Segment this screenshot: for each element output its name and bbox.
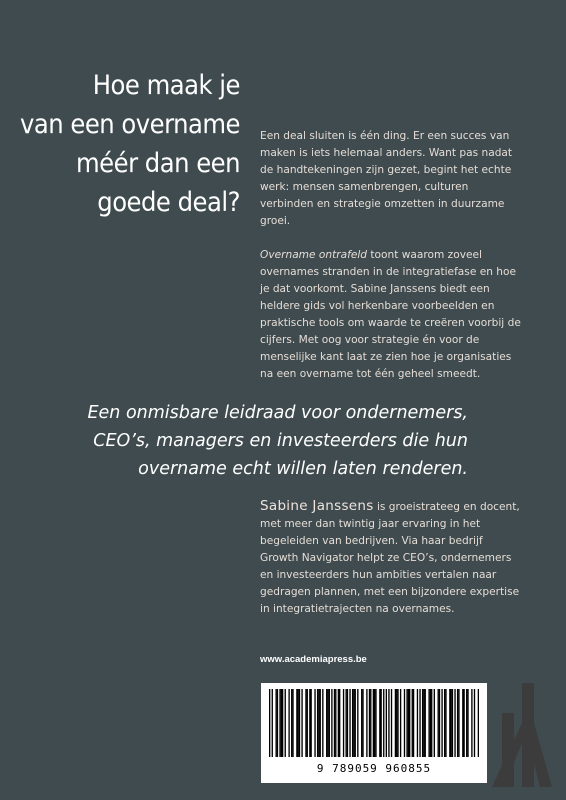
barcode-bar — [428, 689, 429, 757]
barcode-bar — [349, 689, 350, 757]
barcode-bar — [439, 689, 440, 757]
barcode-bar — [345, 689, 346, 757]
barcode-bar — [310, 689, 311, 757]
barcode-bar — [404, 689, 405, 757]
barcode-bar — [412, 689, 413, 757]
barcode-bar — [352, 689, 353, 757]
barcode-bar — [379, 689, 380, 757]
barcode-bar — [408, 689, 409, 757]
barcode-bar — [369, 689, 370, 757]
barcode-bar — [353, 689, 354, 757]
barcode-bar — [299, 689, 300, 757]
barcode-bar — [391, 689, 392, 757]
barcode-bar — [361, 689, 362, 757]
barcode-bar — [305, 689, 306, 757]
barcode-bar — [406, 689, 407, 757]
barcode-bar — [383, 689, 384, 757]
barcode-bar — [474, 689, 475, 757]
headline-line: Hoe maak je — [92, 70, 240, 101]
pull-quote — [38, 399, 468, 483]
barcode-bar — [320, 689, 321, 757]
barcode-bar — [457, 689, 458, 757]
blurb-paragraph-2 — [260, 247, 522, 383]
barcode — [261, 683, 487, 783]
author-bio-text: is groeistrateeg en docent, met meer dan twintig jaar ervaring in het begeleiden van bedrijven. Via haar bedrijf Growth Navigator helpt ze CEO’s, ondernemers en investeerders hun ambities vertalen naar gedragen plannen, met een bijzondere expertise in integratietrajecten na overnames. — [260, 501, 520, 615]
barcode-bar — [285, 689, 286, 757]
barcode-bar — [422, 689, 423, 757]
barcode-bar — [397, 689, 398, 757]
barcode-bar — [400, 689, 401, 757]
quote-line: Een onmisbare leidraad voor ondernemers, — [87, 403, 468, 423]
barcode-bar — [478, 689, 479, 757]
headline-line: goede deal? — [97, 187, 240, 218]
barcode-bar — [444, 689, 445, 757]
academia-press-logo-icon — [492, 683, 552, 787]
barcode-bar — [339, 689, 340, 757]
barcode-bar — [466, 689, 467, 757]
barcode-bar — [430, 689, 431, 757]
barcode-bar — [438, 689, 439, 757]
barcode-bar — [423, 689, 424, 757]
barcode-bar — [322, 689, 323, 757]
barcode-bar — [471, 689, 472, 757]
barcode-bar — [335, 689, 336, 757]
barcode-bar — [307, 689, 308, 757]
barcode-bar — [309, 689, 310, 757]
barcode-bar — [467, 689, 468, 757]
barcode-bar — [380, 689, 381, 757]
barcode-bar — [281, 689, 282, 757]
barcode-bar — [298, 689, 299, 757]
barcode-bar — [462, 689, 463, 757]
barcode-bar — [326, 689, 327, 757]
barcode-bar — [434, 689, 435, 757]
barcode-bar — [292, 689, 293, 757]
barcode-bar — [329, 689, 330, 757]
barcode-bar — [301, 689, 302, 757]
barcode-bar — [431, 689, 432, 757]
headline — [20, 66, 240, 222]
barcode-bar — [370, 689, 371, 757]
barcode-bar — [373, 689, 374, 757]
barcode-bar — [417, 689, 418, 757]
barcode-bar — [419, 689, 420, 757]
barcode-bar — [343, 689, 344, 757]
blurb-paragraph-2-text: toont waarom zoveel overnames stranden in de integratiefase en hoe je dat voorkomt. Sabine Janssens biedt een heldere gids vol herkenbare voorbeelden en praktische tools om waarde te creëren voorbij de cijfers. Met oog voor strategie én voor de menselijke kant laat ze zien hoe je organisaties na een overname tot één geheel smeedt. — [260, 249, 521, 380]
barcode-bar — [374, 689, 375, 757]
barcode-bar — [296, 689, 297, 757]
barcode-bar — [355, 689, 356, 757]
barcode-bar — [375, 689, 376, 757]
author-name: Sabine Janssens — [260, 498, 374, 514]
blurb — [260, 128, 522, 400]
barcode-bar — [269, 689, 270, 757]
barcode-bar — [362, 689, 363, 757]
quote-line: CEO’s, managers en investeerders die hun — [93, 431, 468, 451]
barcode-bar — [441, 689, 442, 757]
barcode-bars — [269, 689, 479, 757]
barcode-bar — [279, 689, 280, 757]
barcode-bar — [347, 689, 348, 757]
barcode-bar — [396, 689, 397, 757]
barcode-bar — [449, 689, 450, 757]
barcode-bar — [291, 689, 292, 757]
barcode-bar — [445, 689, 446, 757]
barcode-bar — [317, 689, 318, 757]
author-bio — [260, 498, 522, 618]
book-title: Overname ontrafeld — [260, 249, 368, 261]
barcode-bar — [450, 689, 451, 757]
barcode-bar — [275, 689, 276, 757]
barcode-bar — [272, 689, 273, 757]
barcode-bar — [277, 689, 278, 757]
barcode-bar — [334, 689, 335, 757]
barcode-bar — [386, 689, 387, 757]
barcode-bar — [463, 689, 464, 757]
barcode-bar — [413, 689, 414, 757]
barcode-bar — [388, 689, 389, 757]
barcode-bar — [452, 689, 453, 757]
barcode-bar — [395, 689, 396, 757]
barcode-bar — [425, 689, 426, 757]
headline-line: méér dan een — [76, 148, 240, 179]
blurb-paragraph-1: Een deal sluiten is één ding. Er een succes van maken is iets helemaal anders. Want pas nadat de handtekeningen zijn gezet, begint het echte werk: mensen samenbrengen, culturen verbinden en strategie omzetten in duurzame groei. — [260, 130, 513, 227]
isbn-number: 9 789059 960855 — [316, 762, 432, 775]
headline-line: van een overname — [20, 109, 240, 140]
barcode-bar — [314, 689, 315, 757]
barcode-bar — [409, 689, 410, 757]
barcode-bar — [288, 689, 289, 757]
barcode-bar — [458, 689, 459, 757]
barcode-bar — [331, 689, 332, 757]
publisher-url: www.academiapress.be — [260, 654, 367, 665]
barcode-bar — [318, 689, 319, 757]
barcode-bar — [327, 689, 328, 757]
barcode-bar — [338, 689, 339, 757]
barcode-bar — [357, 689, 358, 757]
barcode-bar — [366, 689, 367, 757]
barcode-bar — [454, 689, 455, 757]
quote-line: overname echt willen laten renderen. — [138, 459, 468, 479]
barcode-bar — [282, 689, 283, 757]
